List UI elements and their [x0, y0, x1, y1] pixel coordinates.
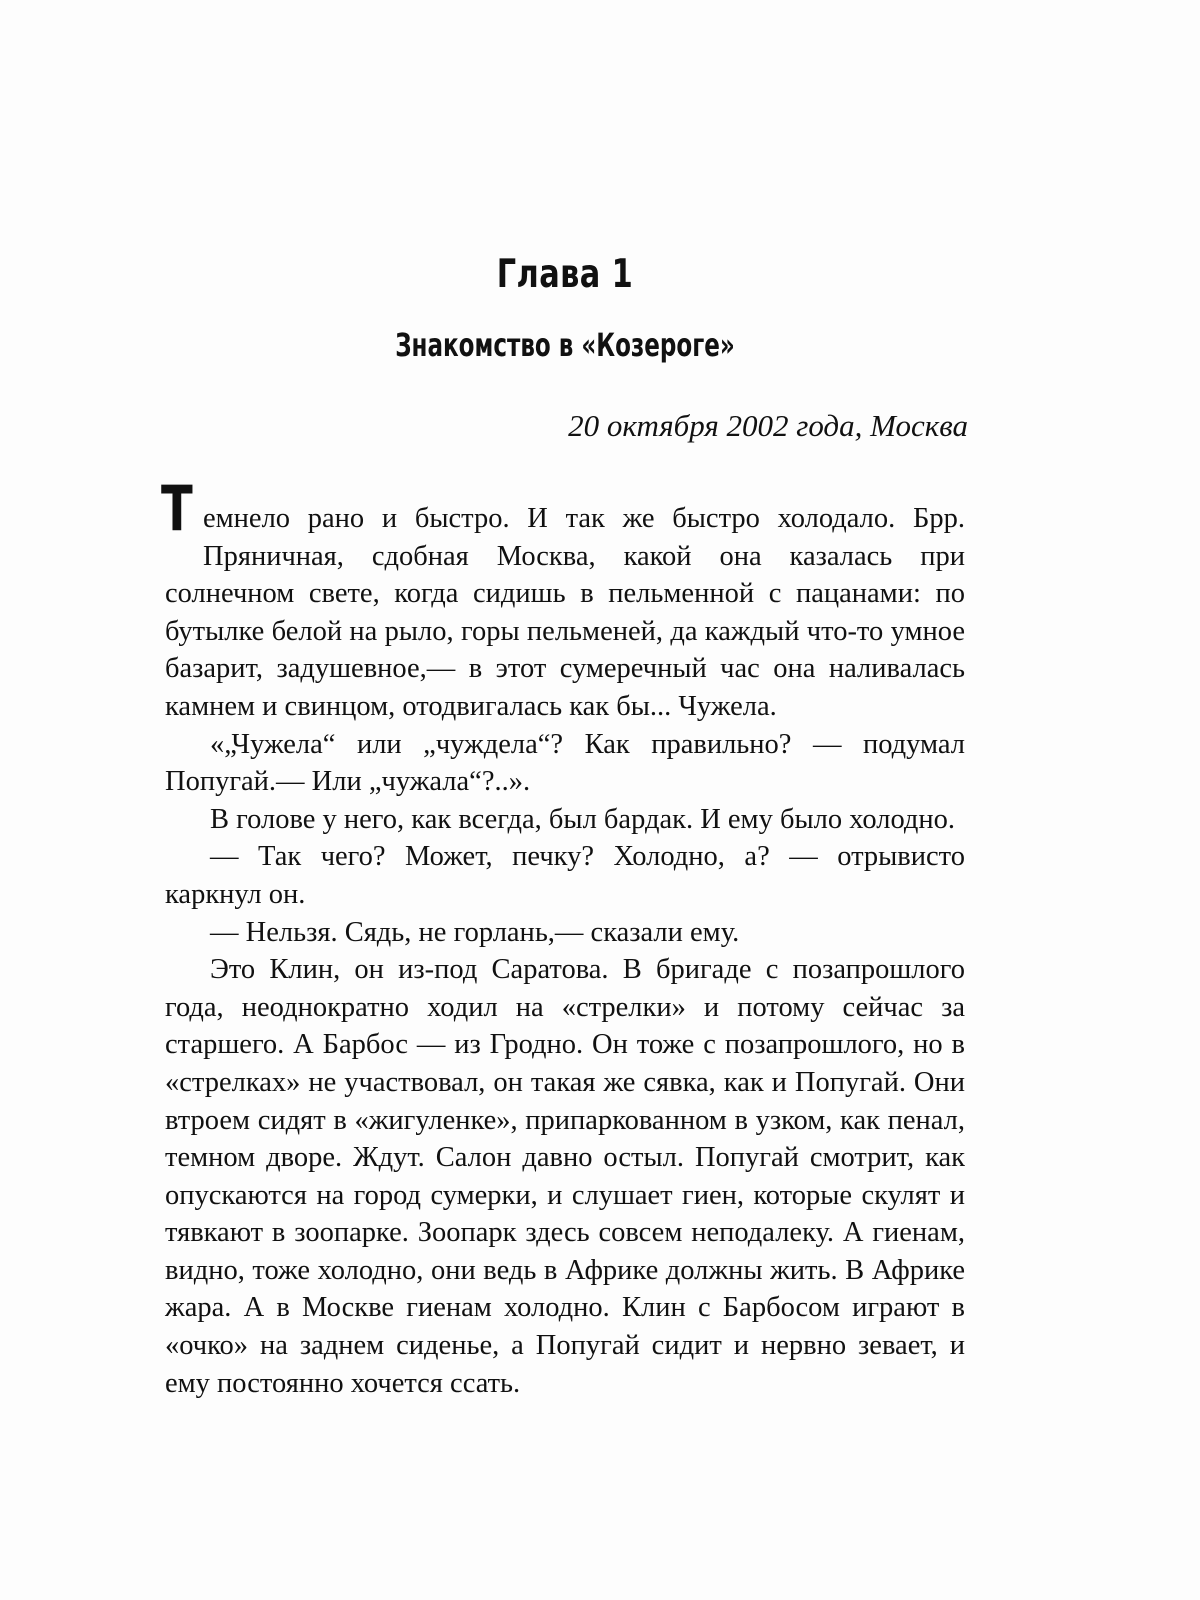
- paragraph-5: — Нельзя. Сядь, не горлань,— сказали ему.: [210, 916, 740, 948]
- body-text: [161, 472, 965, 1402]
- drop-cap: Т: [161, 472, 193, 545]
- paragraph-2: «„Чужела“ или „чуждела“? Как правильно? — подумал Попугай.— Или „чужала“?..».: [165, 728, 965, 798]
- paragraph-1-text: емнело рано и быстро. И так же быстро холодало. Брр. Пряничная, сдобная Москва, какой она казалась при солнечном свете, когда сидишь в пельменной с пацанами: по бутылке белой на рыло, горы пельменей, да каждый что-то умное базарит, задушевное,— в этот сумеречный час она наливалась камнем и свинцом, отодвигалась как бы... Чужела.: [165, 503, 965, 722]
- paragraph-1: [161, 472, 965, 726]
- paragraph-4: — Так чего? Может, печку? Холодно, а? — отрывисто каркнул он.: [165, 841, 965, 910]
- chapter-subtitle: Знакомство в «Козероге»: [395, 326, 735, 364]
- dateline: 20 октября 2002 года, Москва: [568, 408, 968, 443]
- paragraph-3: В голове у него, как всегда, был бардак. И ему было холодно.: [210, 803, 956, 835]
- paragraph-6: Это Клин, он из-под Саратова. В бригаде с позапрошлого года, неоднократно ходил на «стрелки» и потому сейчас за старшего. А Барбос — из Гродно. Он тоже с позапрошлого, но в «стрелках» не участвовал, он такая же сявка, как и Попугай. Они втроем сидят в «жигуленке», припаркованном в узком, как пенал, темном дворе. Ждут. Салон давно остыл. Попугай смотрит, как опускаются на город сумерки, и слушает гиен, которые скулят и тявкают в зоопарке. Зоопарк здесь совсем неподалеку. А гиенам, видно, тоже холодно, они ведь в Африке должны жить. В Африке жара. А в Москве гиенам холодно. Клин с Барбосом играют в «очко» на заднем сиденье, а Попугай сидит и нервно зевает, и ему постоянно хочется ссать.: [165, 954, 965, 1399]
- chapter-title: Глава 1: [496, 252, 634, 297]
